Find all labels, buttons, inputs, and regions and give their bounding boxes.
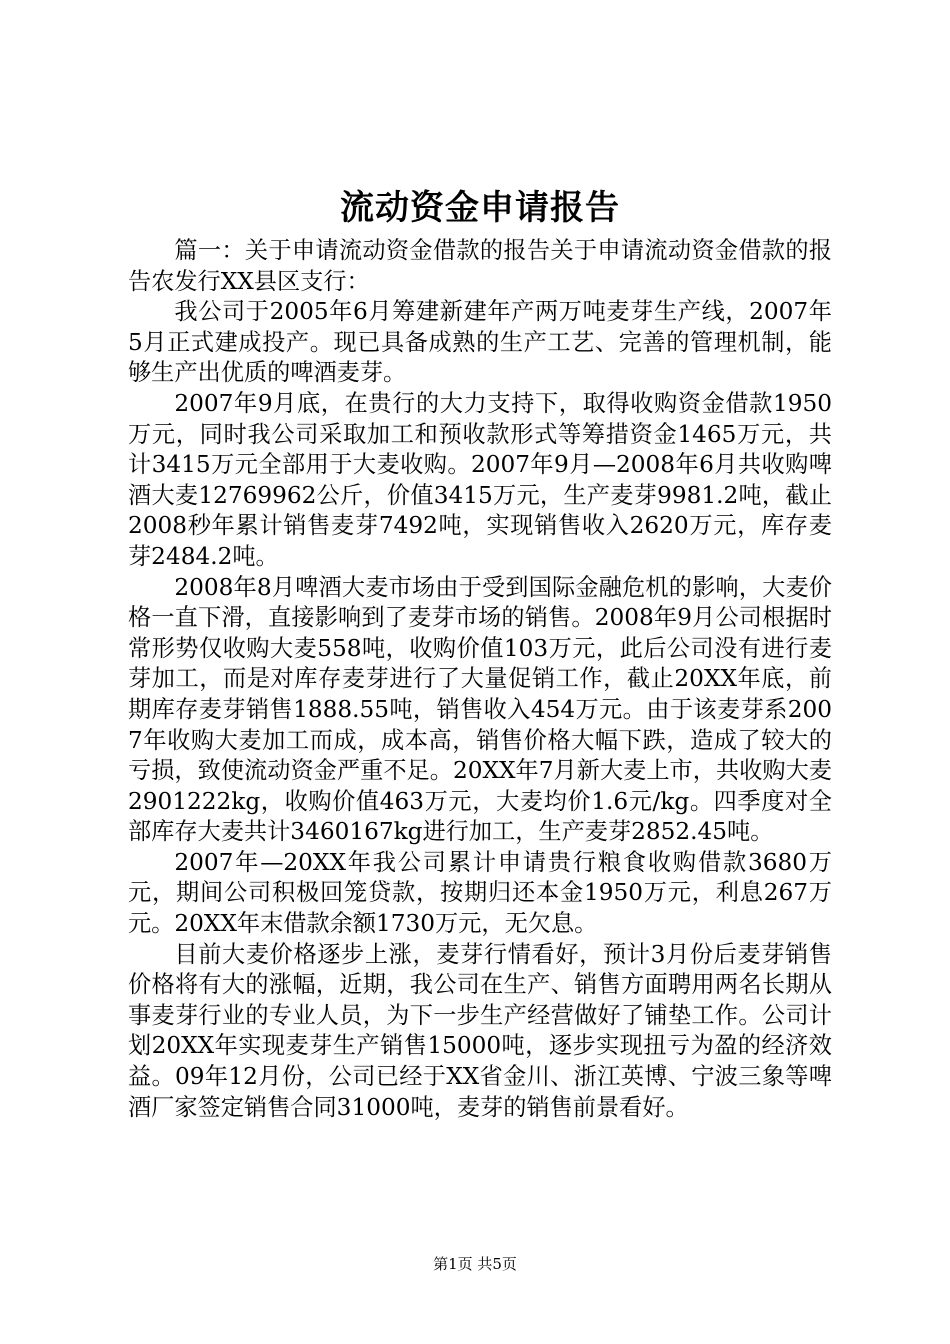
- paragraph-1: 篇一：关于申请流动资金借款的报告关于申请流动资金借款的报告农发行XX县区支行：: [128, 237, 832, 295]
- document-title: 流动资金申请报告: [340, 188, 620, 228]
- page-footer: 第1页 共5页: [433, 1255, 517, 1273]
- paragraph-5: 2007年—20XX年我公司累计申请贵行粮食收购借款3680万元，期间公司积极回笼贷款，按期归还本金1950万元，利息267万元。20XX年末借款余额1730万元，无欠息。: [128, 848, 832, 938]
- paragraph-3: 2007年9月底，在贵行的大力支持下，取得收购资金借款1950万元，同时我公司采取加工和预收款形式等筹措资金1465万元，共计3415万元全部用于大麦收购。2007年9月—2008年6月共收购啤酒大麦12769962公斤，价值3415万元，生产麦芽9981.2吨，截止2008秒年累计销售麦芽7492吨，实现销售收入2620万元，库存麦芽2484.2吨。: [128, 389, 832, 570]
- paragraph-6: 目前大麦价格逐步上涨，麦芽行情看好，预计3月份后麦芽销售价格将有大的涨幅，近期，我公司在生产、销售方面聘用两名长期从事麦芽行业的专业人员，为下一步生产经营做好了铺垫工作。公司计划20XX年实现麦芽生产销售15000吨，逐步实现扭亏为盈的经济效益。09年12月份，公司已经于XX省金川、浙江英博、宁波三象等啤酒厂家签定销售合同31000吨，麦芽的销售前景看好。: [128, 940, 832, 1121]
- paragraph-2: 我公司于2005年6月筹建新建年产两万吨麦芽生产线，2007年5月正式建成投产。现已具备成熟的生产工艺、完善的管理机制，能够生产出优质的啤酒麦芽。: [128, 298, 832, 387]
- document-body: [128, 180, 832, 1123]
- paragraph-4: 2008年8月啤酒大麦市场由于受到国际金融危机的影响，大麦价格一直下滑，直接影响到了麦芽市场的销售。2008年9月公司根据时常形势仅收购大麦558吨，收购价值103万元，此后公司没有进行麦芽加工，而是对库存麦芽进行了大量促销工作，截止20XX年底，前期库存麦芽销售1888.55吨，销售收入454万元。由于该麦芽系2007年收购大麦加工而成，成本高，销售价格大幅下跌，造成了较大的亏损，致使流动资金严重不足。20XX年7月新大麦上市，共收购大麦2901222kg，收购价值463万元，大麦均价1.6元/kg。四季度对全部库存大麦共计3460167kg进行加工，生产麦芽2852.45吨。: [128, 573, 832, 846]
